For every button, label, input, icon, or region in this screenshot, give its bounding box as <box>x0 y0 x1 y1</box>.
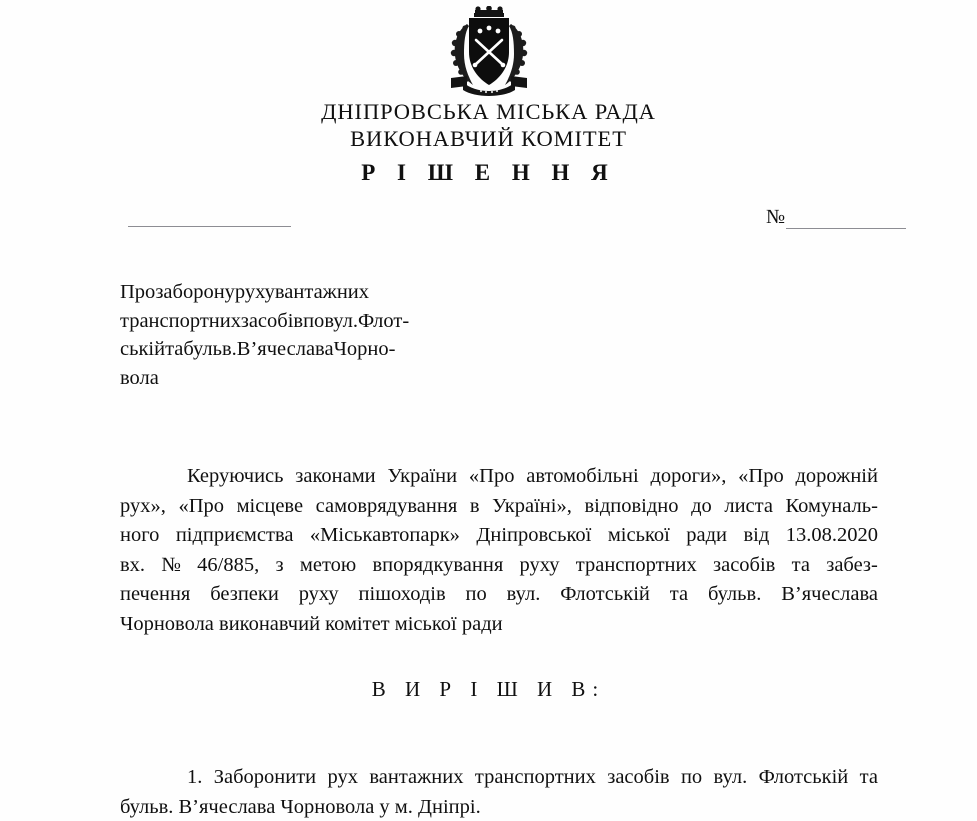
document-type-title: Р І Ш Е Н Н Я <box>361 160 616 185</box>
resolution-keyword: В И Р І Ш И В: <box>371 677 606 701</box>
organization-name: ДНІПРОВСЬКА МІСЬКА РАДА <box>321 99 656 124</box>
number-sign-label: № <box>766 206 786 228</box>
date-field-rule[interactable] <box>128 226 291 227</box>
emblem-container <box>0 6 977 103</box>
preamble-line: Керуючись законами України «Про автомобільні дороги», «Про дорожній <box>187 465 878 487</box>
subject-line: вола <box>120 366 159 389</box>
preamble-line: ного підприємства «Міськавтопарк» Дніпровської міської ради від 13.08.2020 <box>120 524 878 547</box>
document-items <box>120 762 878 821</box>
document-preamble <box>120 462 878 640</box>
preamble-line: рух», «Про місцеве самоврядування в Україні», відповідно до листа Комуналь- <box>120 494 878 517</box>
subject-line: транспортнихзасобівповул.Флот- <box>120 309 410 332</box>
executive-committee-name: ВИКОНАВЧИЙ КОМІТЕТ <box>350 126 627 151</box>
number-field-rule[interactable] <box>786 228 906 229</box>
preamble-line: печення безпеки руху пішоходів по вул. Флотській та бульв. В’ячеслава <box>120 583 878 606</box>
document-subject <box>120 278 508 392</box>
subject-line: Прозаборонурухувантажних <box>120 281 370 303</box>
item-line: бульв. В’ячеслава Чорновола у м. Дніпрі. <box>120 796 481 818</box>
preamble-line: вх. № 46/885, з метою впорядкування руху транспортних засобів та забез- <box>120 553 878 576</box>
subject-line: ськійтабульв.В’ячеславаЧорно- <box>120 338 396 360</box>
item-line: 1. Заборонити рух вантажних транспортних засобів по вул. Флотській та <box>187 766 878 788</box>
preamble-line: Чорновола виконавчий комітет міської ради <box>120 612 503 635</box>
document-header <box>0 98 977 187</box>
coat-of-arms-icon <box>441 6 537 98</box>
